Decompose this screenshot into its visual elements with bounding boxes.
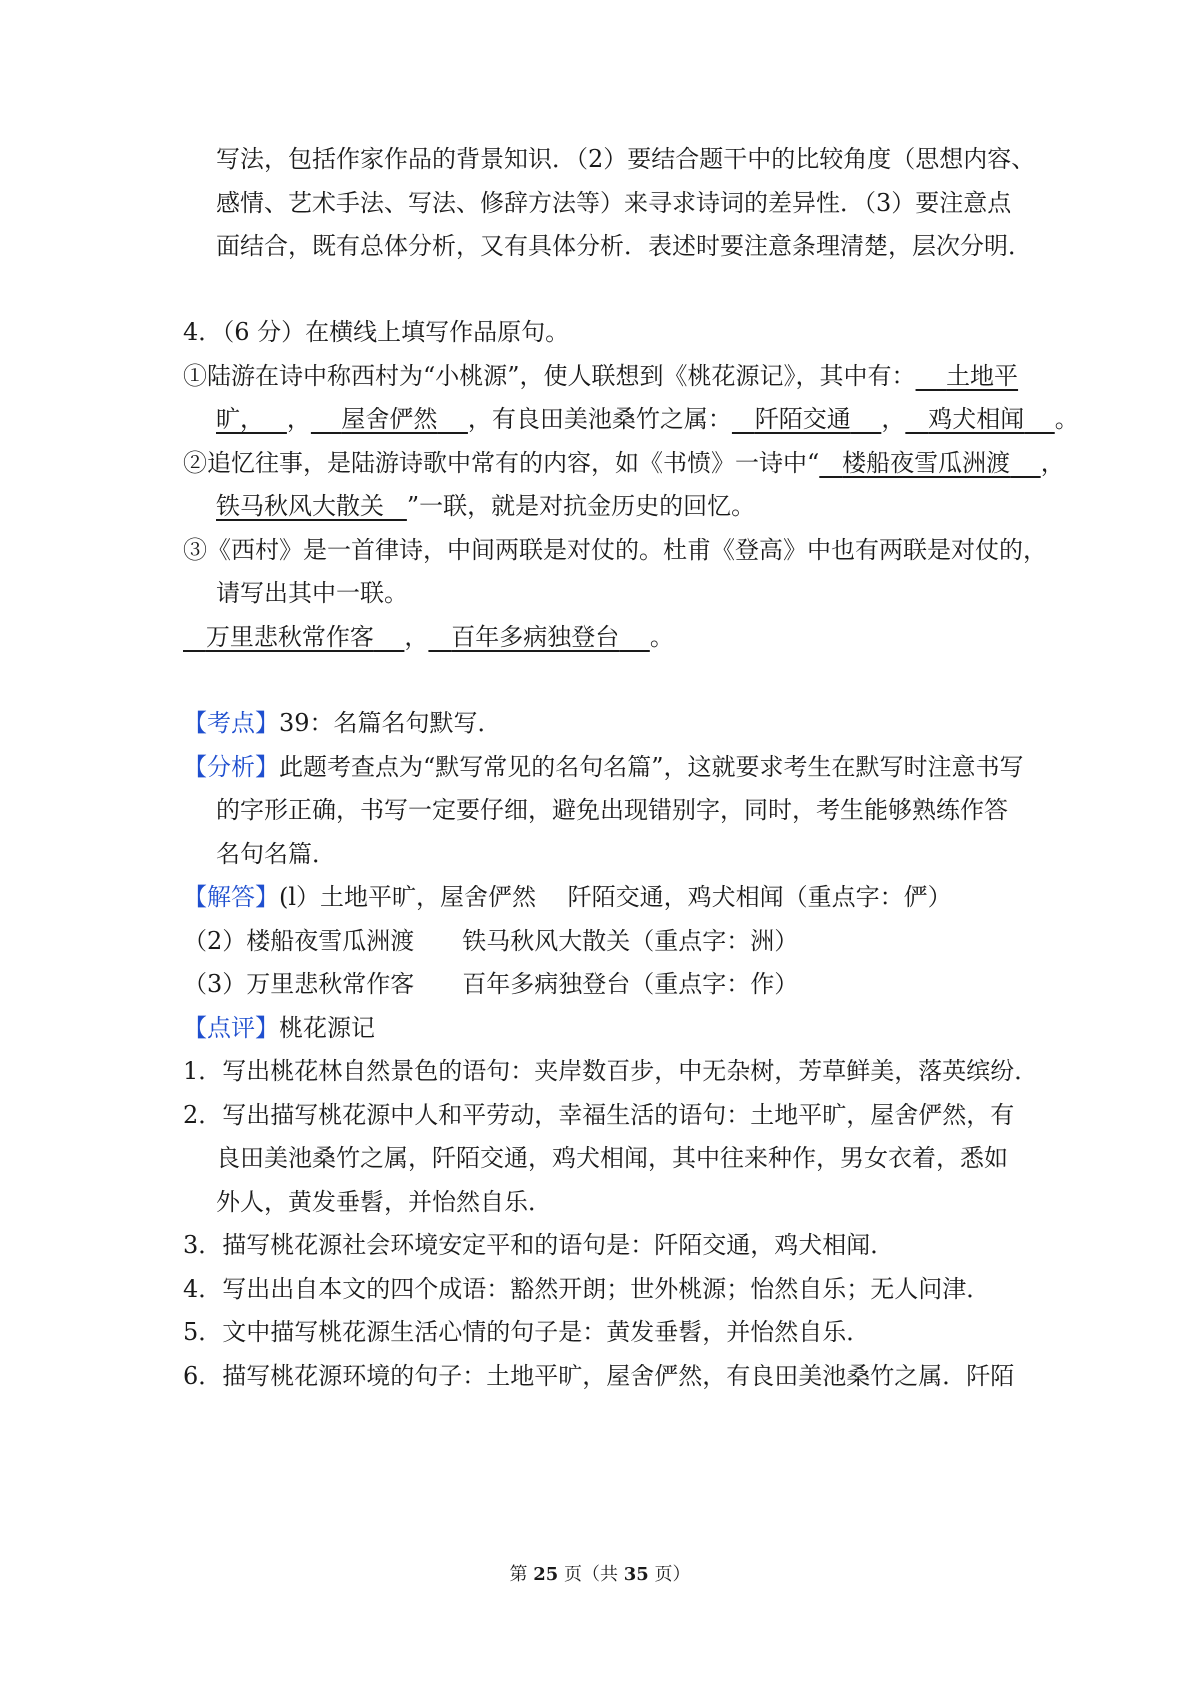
page-total: 35 [623,1564,649,1585]
answer-blank [216,405,287,433]
question-1-text: ①陆游在诗中称西村为“小桃源”，使人联想到《桃花源记》，其中有： [183,362,916,390]
fenxi-text: 此题考查点为“默写常见的名句名篇”，这就要求考生在默写时注意书写 [279,753,1024,781]
list-item: 5．文中描写桃花源生活心情的句子是：黄发垂髫，并怡然自乐． [183,1318,871,1346]
footer-suffix: 页） [648,1564,691,1585]
question-3-line-1: ③《西村》是一首律诗，中间两联是对仗的。杜甫《登高》中也有两联是对仗的， [183,536,1047,564]
fenxi-line-2: 的字形正确，书写一定要仔细，避免出现错别字，同时，考生能够熟练作答 [216,796,1008,824]
answer-blank [183,623,404,651]
kaodian-line [183,707,502,739]
list-item-continuation: 外人，黄发垂髫，并怡然自乐． [216,1188,552,1216]
question-2-line-1 [183,447,1065,479]
jieda-tag: 【解答】 [183,883,279,911]
page-number: 25 [533,1564,559,1585]
list-item: 6．描写桃花源环境的句子：土地平旷，屋舍俨然，有良田美池桑竹之属．阡陌 [183,1362,1015,1390]
separator: ， [286,405,311,433]
intro-line-2: 感情、艺术手法、写法、修辞方法等）来寻求诗词的差异性．（3）要注意点 [216,189,1012,217]
list-item: 3．描写桃花源社会环境安定平和的语句是：阡陌交通，鸡犬相闻． [183,1231,895,1259]
question-text: ”一联，就是对抗金历史的回忆。 [406,492,756,520]
answer-text: 土地平 [946,362,1019,390]
answer-text: 万里悲秋常作客 [205,623,374,651]
dianping-tag: 【点评】 [183,1014,279,1042]
period: 。 [649,623,674,651]
answer-text: 鸡犬相闻 [928,405,1025,433]
footer-prefix: 第 [509,1564,534,1585]
dianping-text: 桃花源记 [279,1014,375,1042]
question-title: 4．（6 分）在横线上填写作品原句。 [183,318,570,346]
jieda-line-2: （2）楼船夜雪瓜洲渡 铁马秋风大散关（重点字：洲） [183,927,799,955]
question-1-line-2 [216,403,1079,435]
fenxi-line-3: 名句名篇． [216,840,336,868]
answer-blank [819,449,1040,477]
page-footer [0,1563,1200,1587]
period: 。 [1054,405,1079,433]
answer-blank [905,405,1054,433]
question-2-text: ②追忆往事，是陆游诗歌中常有的内容，如《书愤》一诗中“ [183,449,820,477]
separator: ， [881,405,906,433]
answer-blank [311,405,468,433]
question-3-answer [183,621,674,653]
answer-blank [216,492,407,520]
answer-blank [732,405,881,433]
jieda-line-1 [183,881,952,913]
answer-text: 阡陌交通 [754,405,851,433]
answer-blank [428,623,649,651]
list-item: 2．写出描写桃花源中人和平劳动，幸福生活的语句：土地平旷，屋舍俨然，有 [183,1101,1015,1129]
separator: ， [404,623,429,651]
question-3-line-2: 请写出其中一联。 [216,579,408,607]
intro-line-3: 面结合，既有总体分析，又有具体分析．表述时要注意条理清楚，层次分明． [216,232,1032,260]
fenxi-line-1 [183,751,1024,783]
answer-text: 屋舍俨然 [341,405,438,433]
list-item: 4．写出出自本文的四个成语：豁然开朗；世外桃源；怡然自乐；无人问津． [183,1275,991,1303]
intro-line-1: 写法，包括作家作品的背景知识．（2）要结合题干中的比较角度（思想内容、 [216,145,1036,173]
dianping-line [183,1012,375,1044]
footer-middle: 页（共 [558,1564,624,1585]
fenxi-tag: 【分析】 [183,753,279,781]
question-text: ，有良田美池桑竹之属： [467,405,732,433]
kaodian-text: 39：名篇名句默写． [279,709,502,737]
jieda-line-3: （3）万里悲秋常作客 百年多病独登台（重点字：作） [183,970,799,998]
answer-text: 铁马秋风大散关 [216,492,384,520]
answer-text: 百年多病独登台 [451,623,620,651]
answer-blank [916,362,1019,390]
list-item: 1．写出桃花林自然景色的语句：夹岸数百步，中无杂树，芳草鲜美，落英缤纷． [183,1057,1039,1085]
answer-text: 旷， [216,405,264,433]
jieda-text: (l）土地平旷，屋舍俨然 阡陌交通，鸡犬相闻（重点字：俨） [279,883,952,911]
kaodian-tag: 【考点】 [183,709,279,737]
separator: ， [1040,449,1065,477]
list-item-continuation: 良田美池桑竹之属，阡陌交通，鸡犬相闻，其中往来种作，男女衣着，悉如 [216,1144,1008,1172]
answer-text: 楼船夜雪瓜洲渡 [842,449,1011,477]
question-1-line-1 [183,360,1018,392]
question-2-line-2 [216,490,755,522]
